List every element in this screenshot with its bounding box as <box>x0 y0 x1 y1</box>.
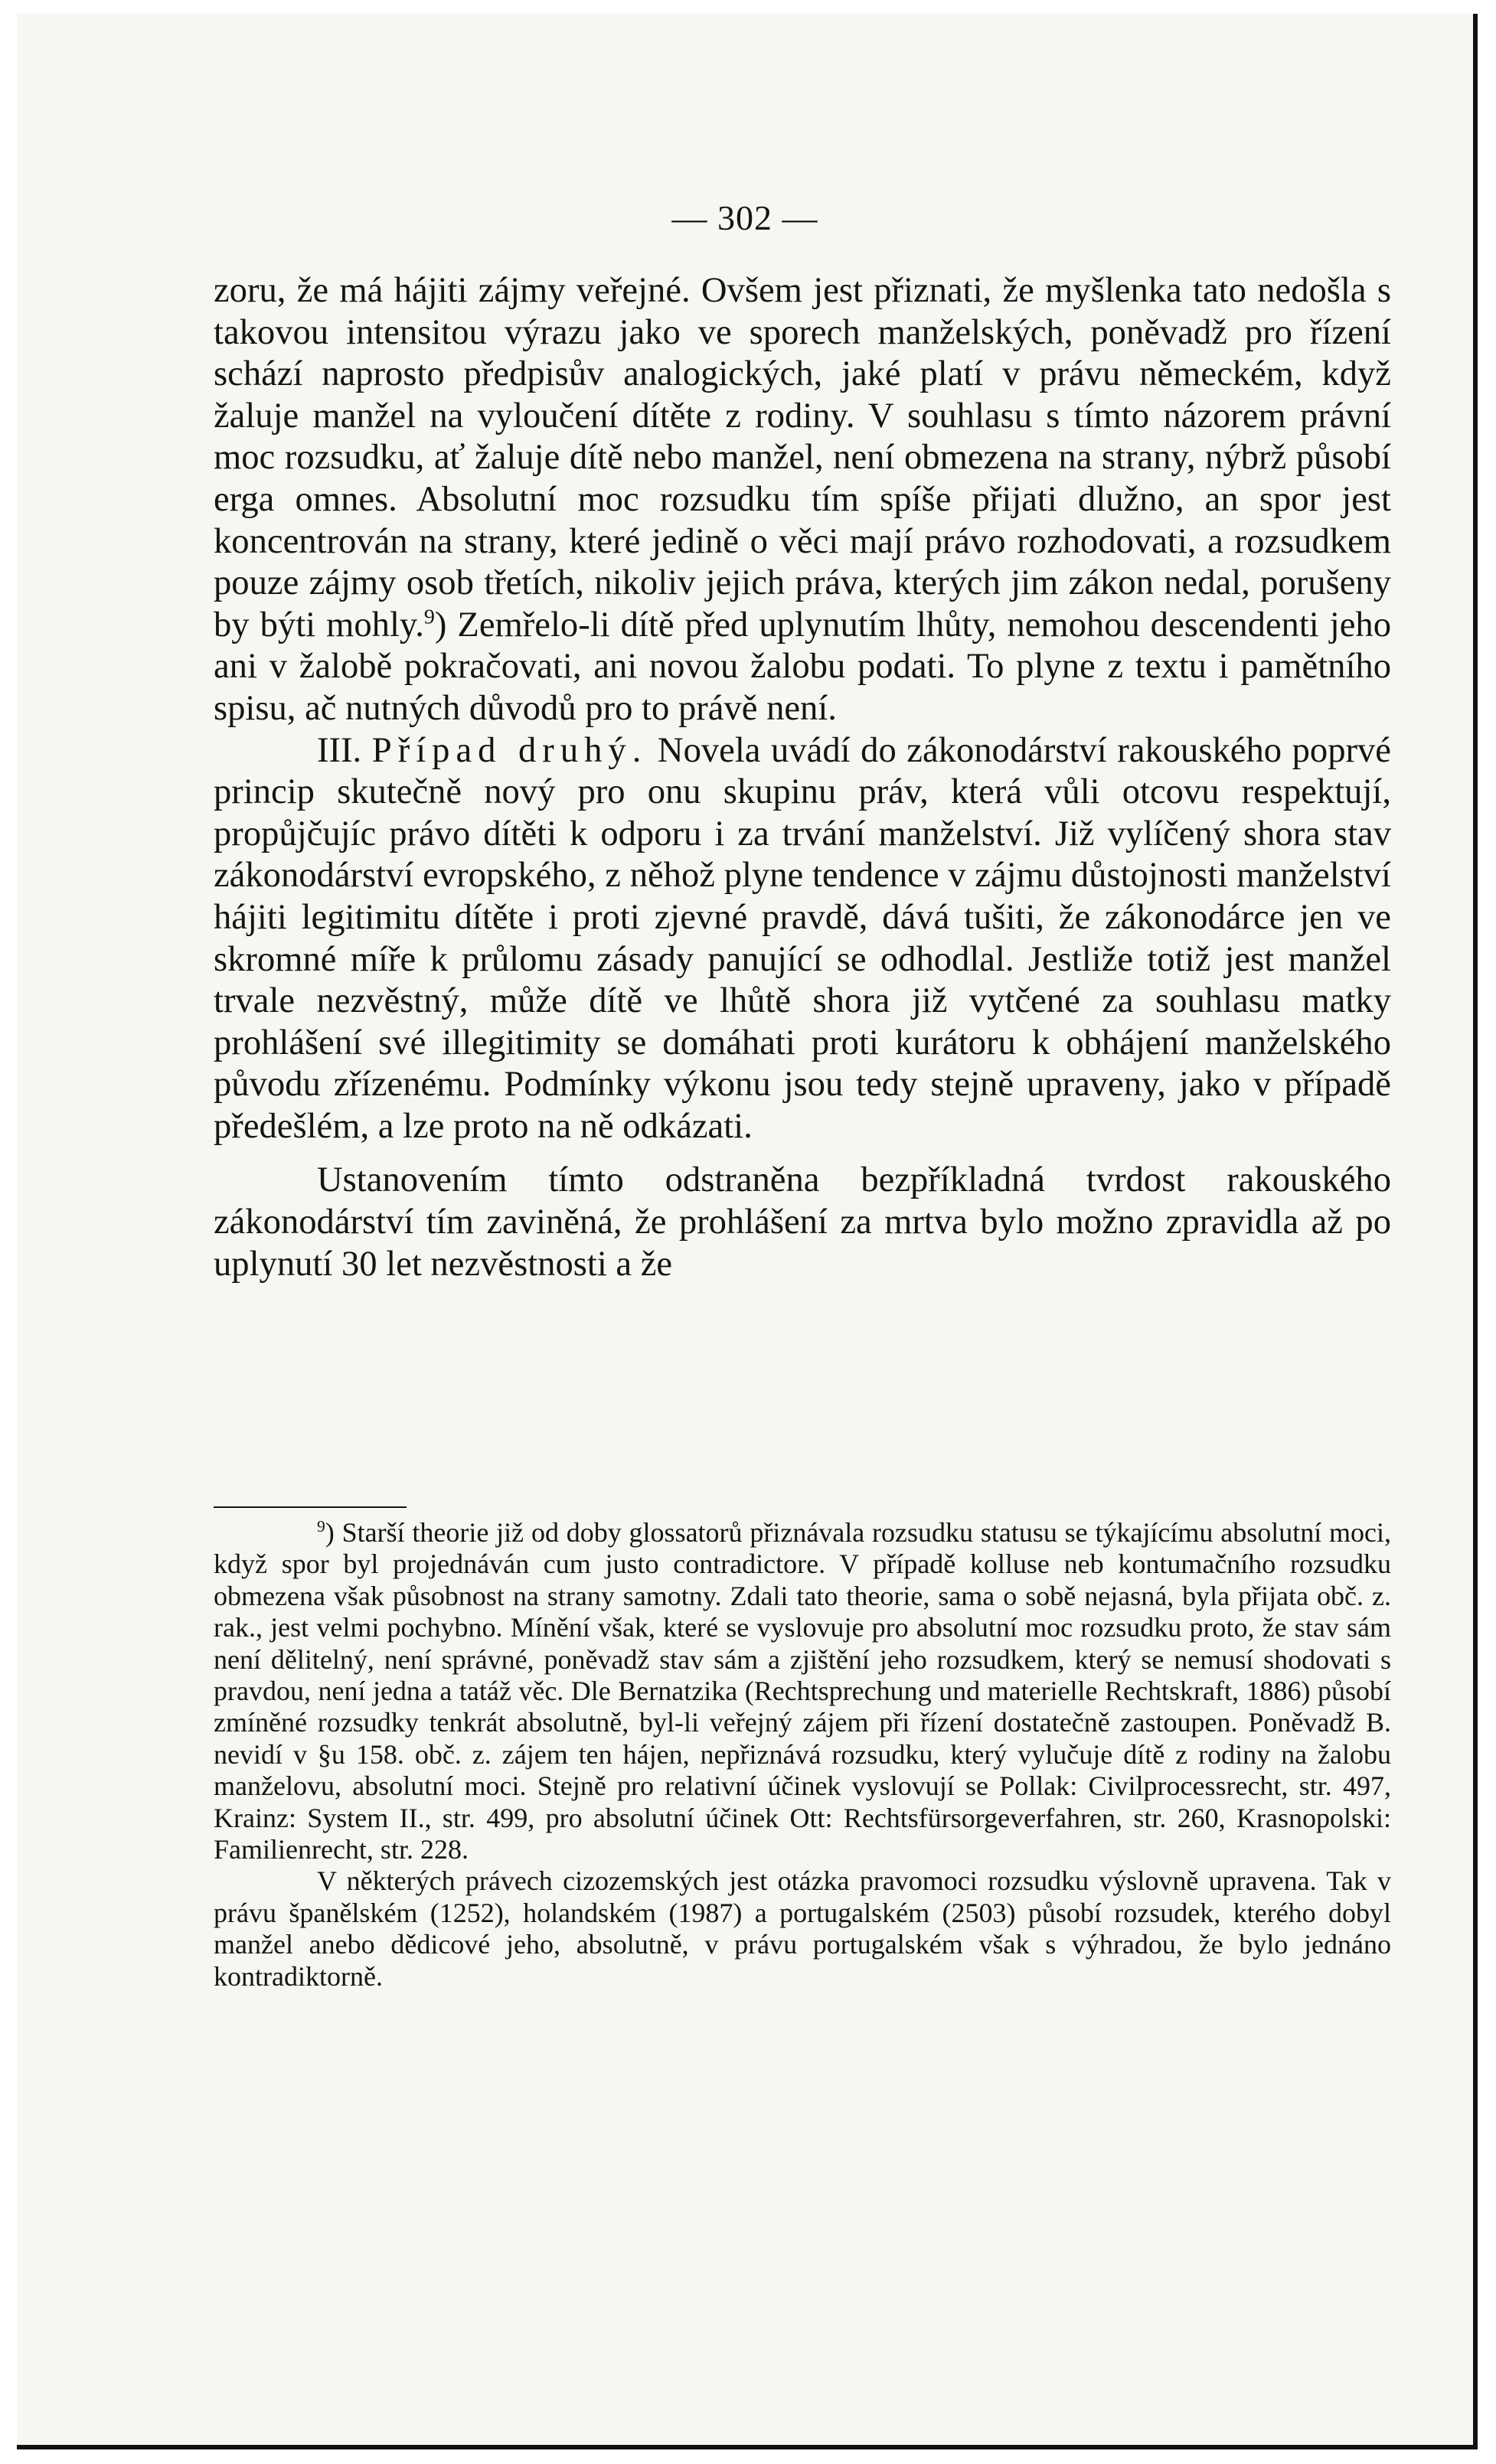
footnotes <box>214 1517 1391 1992</box>
main-text <box>214 269 1391 1284</box>
paragraph-3: Ustanovením tímto odstraněna bezpříkladná tvrdost rakouského zákonodárství tím zaviněná, že prohlášení za mrtva bylo možno zpravidla až po uplynutí 30 let nezvěstnosti a že <box>214 1160 1391 1284</box>
section-number: III. <box>317 729 372 770</box>
footnote-continuation: V některých právech cizozemských jest otázka pravomoci rozsudku výslovně upravena. Tak v právu španělském (1252), holandském (1987) a portugalském (2503) působí rozsudek, kterého dobyl manžel anebo dědicové jeho, absolutně, v právu portugalském však s výhradou, že bylo jednáno kontradiktorně. <box>214 1865 1391 1992</box>
section-heading: Případ druhý. <box>371 729 648 770</box>
page-number: — 302 — <box>671 198 818 237</box>
footnote-reference: 9 <box>423 605 435 629</box>
footnote-separator <box>214 1506 407 1508</box>
footnote-9 <box>214 1517 1391 1865</box>
footnote-marker: 9 <box>317 1517 325 1536</box>
paragraph-2 <box>214 729 1391 1147</box>
footnote-9-text: ) Starší theorie již od doby glossatorů přiznávala rozsudku statusu se týkajícímu absolutní moci, když spor byl projednáván cum justo contradictore. V případě kolluse neb kontumačního rozsudku obmezena však působnost na strany samotny. Zdali tato theorie, sama o sobě nejasná, byla přijata obč. z. rak., jest velmi pochybno. Mínění však, které se vyslovuje pro absolutní moc rozsudku proto, že stav sám není dělitelný, není správné, poněvadž stav sám a zjištění jeho rozsudkem, který se nemusí shodovati s pravdou, není jedna a tatáž věc. Dle Bernatzika (Rechtsprechung und materielle Rechtskraft, 1886) působí zmíněné rozsudky tenkrát absolutně, byl-li veřejný zájem při řízení dostatečně zastoupen. Poněvadž B. nevidí v §u 158. obč. z. zájem ten hájen, nepřiznává rozsudku, který vylučuje dítě z rodiny na žalobu manželovu, absolutní moci. Stejně pro relativní účinek vyslovují se Pollak: Civilprocessrecht, str. 497, Krainz: System II., str. 499, pro absolutní účinek Ott: Rechtsfürsorgeverfahren, str. 260, Krasnopolski: Familienrecht, str. 228. <box>214 1517 1391 1865</box>
paragraph-1 <box>214 269 1391 729</box>
paragraph-1-text-a: zoru, že má hájiti zájmy veřejné. Ovšem jest přiznati, že myšlenka tato nedošla s takovou intensitou výrazu jako ve sporech manželských, poněvadž pro řízení schází naprosto předpisův analogických, jaké platí v právu německém, když žaluje manžel na vyloučení dítěte z rodiny. V souhlasu s tímto názorem právní moc rozsudku, ať žaluje dítě nebo manžel, není obmezena na strany, nýbrž působí erga omnes. Absolutní moc rozsudku tím spíše přijati dlužno, an spor jest koncentrován na strany, které jedině o věci mají právo rozhodovati, a rozsudkem pouze zájmy osob třetích, nikoliv jejich práva, kterých jim zákon nedal, porušeny by býti mohly. <box>214 270 1391 645</box>
paragraph-2-text: Novela uvádí do zákonodárství rakouského poprvé princip skutečně nový pro onu skupinu práv, která vůli otcovu respektují, propůjčujíc právo dítěti k odporu i za trvání manželství. Již vylíčený shora stav zákonodárství evropského, z něhož plyne tendence v zájmu důstojnosti manželství hájiti legitimitu dítěte i proti zjevné pravdě, dává tušiti, že zákonodárce jen ve skromné míře k průlomu zásady panující se odhodlal. Jestliže totiž jest manžel trvale nezvěstný, může dítě ve lhůtě shora již vytčené za souhlasu matky prohlášení své illegitimity se domáhati proti kurátoru k obhájení manželského původu zřízenému. Podmínky výkonu jsou tedy stejně upraveny, jako v případě předešlém, a lze proto na ně odkázati. <box>214 729 1391 1146</box>
paragraph-1-text-b: ) Zemřelo-li dítě před uplynutím lhůty, nemohou descendenti jeho ani v žalobě pokračovati, ani novou žalobu podati. To plyne z textu i pamětního spisu, ač nutných důvodů pro to právě není. <box>214 604 1391 728</box>
